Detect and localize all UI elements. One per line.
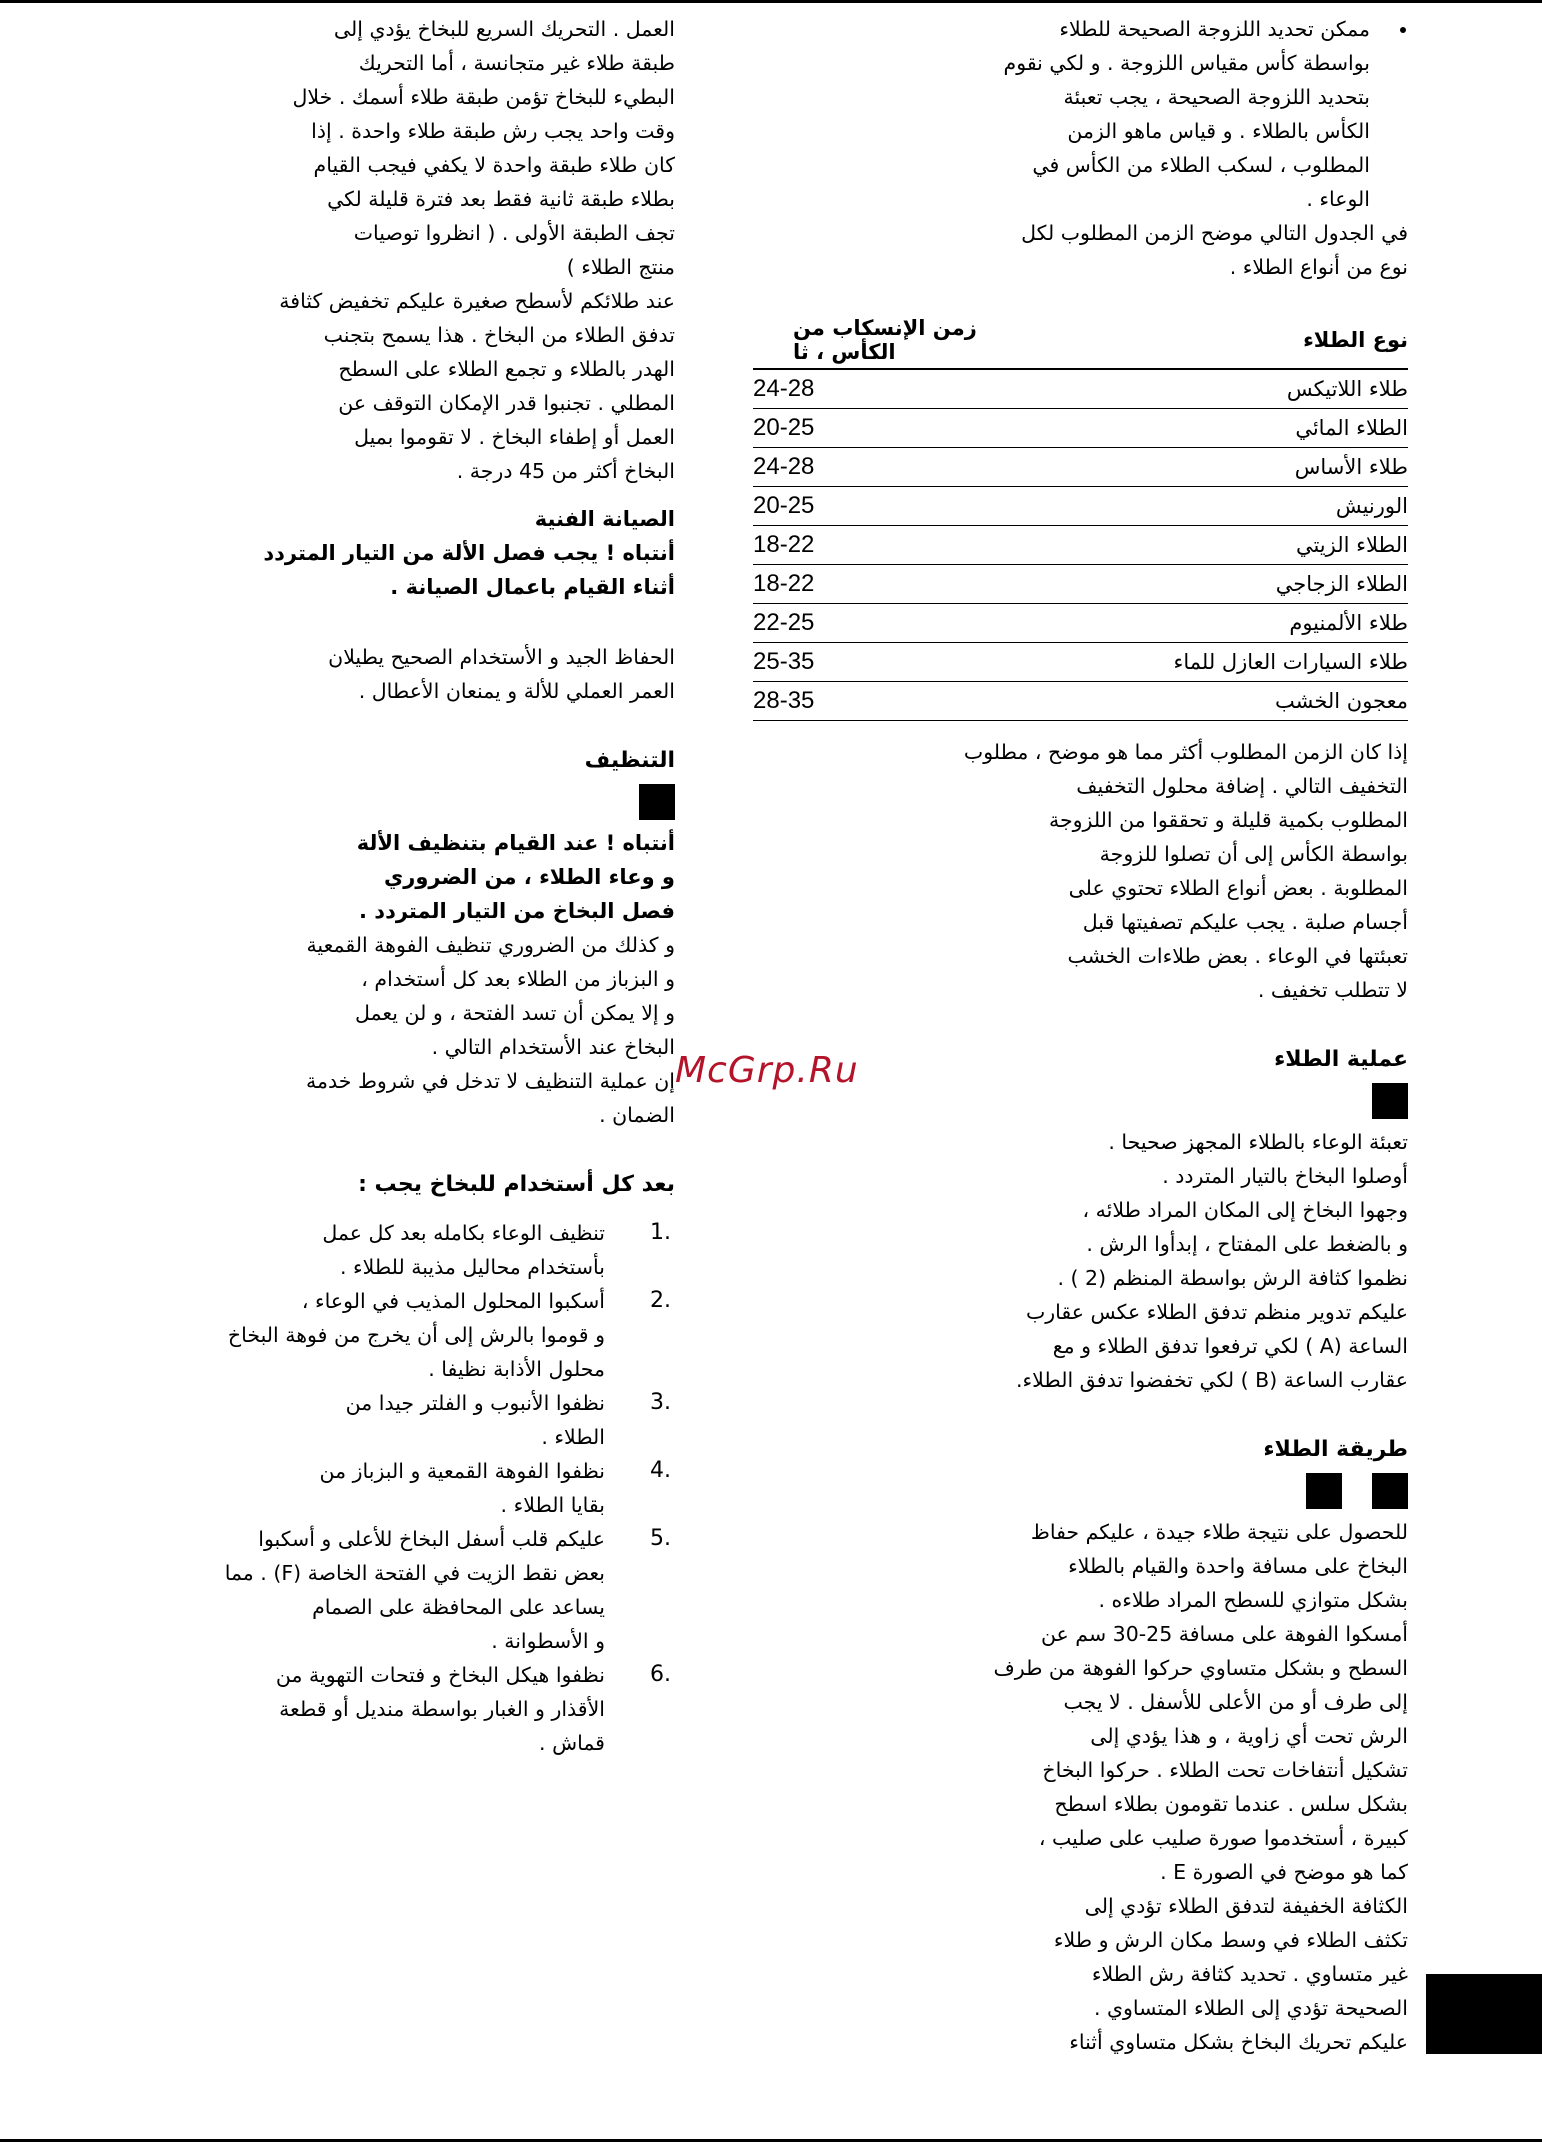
paint-type-cell: الطلاء الزيتي <box>1015 526 1408 565</box>
intro-text: ممكن تحديد اللزوجة الصحيحة للطلاء بواسطة كأس مقياس اللزوجة . و لكي نقوم بتحديد اللزوجة الصحيحة ، يجب تعبئة الكأس بالطلاء . و قياس ماهو الزمن المطلوب ، لسكب الطلاء من الكأس في الوعاء . <box>1003 17 1370 211</box>
paint-type-cell: الطلاء المائي <box>1015 409 1408 448</box>
cleaning-text: و كذلك من الضروري تنظيف الفوهة القمعية و البزباز من الطلاء بعد كل أستخدام ، و إلا يمكن أن تسد الفتحة ، و لن يعمل البخاخ عند الأستخدام التالي . إن عملية التنظيف لا تدخل في شروط خدمة الضمان . <box>306 933 675 1127</box>
pour-time-cell: 25-35 <box>753 643 1015 682</box>
list-item <box>180 1658 675 1760</box>
table-row <box>753 565 1408 604</box>
painting-process-text: تعبئة الوعاء بالطلاء المجهز صحيحا . أوصلوا البخاخ بالتيار المتردد . وجهوا البخاخ إلى المكان المراد طلائه ، و بالضغط على المفتاح ، إبدأوا الرش . نظموا كثافة الرش بواسطة المنظم (2 ) . عليكم تدوير منظم تدفق الطلاء عكس عقارب الساعة (A ) لكي ترفعوا تدفق الطلاء و مع عقارب الساعة (B ) لكي تخفضوا تدفق الطلاء. <box>1016 1130 1408 1392</box>
table-row <box>753 604 1408 643</box>
step-text: عليكم قلب أسفل البخاخ للأعلى و أسكبوا بعض نقط الزيت في الفتحة الخاصة (F) . مما يساعد على المحافظة على الصمام و الأسطوانة . <box>224 1527 605 1653</box>
table-row <box>753 487 1408 526</box>
paint-type-cell: طلاء اللاتيكس <box>1015 369 1408 409</box>
continuation-text: العمل . التحريك السريع للبخاخ يؤدي إلى طبقة طلاء غير متجانسة ، أما التحريك البطيء للبخاخ تؤمن طبقة طلاء أسمك . خلال وقت واحد يجب رش طبقة طلاء واحدة . إذا كان طلاء طبقة واحدة لا يكفي فيجب القيام بطلاء طبقة ثانية فقط بعد فترة قليلة لكي تجف الطبقة الأولى . ( انظروا توصيات منتج الطلاء ) عند طلائكم لأسطح صغيرة عليكم تخفيض كثافة تدفق الطلاء من البخاخ . هذا يسمح بتجنب الهدر بالطلاء و تجمع الطلاء على السطح المطلي . تجنبوا قدر الإمكان التوقف عن العمل أو إطفاء البخاخ . لا تقوموا بميل البخاخ أكثر من 45 درجة . <box>279 17 675 483</box>
left-column <box>180 12 675 1760</box>
cleaning-heading: التنظيف <box>584 748 675 773</box>
table-row <box>753 643 1408 682</box>
step-text: نظفوا هيكل البخاخ و فتحات التهوية من الأقذار و الغبار بواسطة منديل أو قطعة قماش . <box>275 1663 605 1755</box>
pour-time-cell: 24-28 <box>753 369 1015 409</box>
figure-marker-row <box>180 784 675 824</box>
pour-time-cell: 24-28 <box>753 448 1015 487</box>
painting-method-heading: طريقة الطلاء <box>1263 1437 1408 1462</box>
intro-bullet <box>748 12 1408 216</box>
paint-type-cell: طلاء السيارات العازل للماء <box>1015 643 1408 682</box>
step-number: 1. <box>650 1220 671 1245</box>
painting-method-text: للحصول على نتيجة طلاء جيدة ، عليكم حفاظ البخاخ على مسافة واحدة والقيام بالطلاء بشكل متوازي للسطح المراد طلاءه . أمسكوا الفوهة على مسافة 25-30 سم عن السطح و بشكل متساوي حركوا الفوهة من طرف إلى طرف أو من الأعلى للأسفل . لا يجب الرش تحت أي زاوية ، و هذا يؤدي إلى تشكيل أنتفاخات تحت الطلاء . حركوا البخاخ بشكل سلس . عندما تقومون بطلاء اسطح كبيرة ، أستخدموا صورة صليب على صليب ، كما هو موضح في الصورة E . الكثافة الخفيفة لتدفق الطلاء تؤدي إلى تكثف الطلاء في وسط مكان الرش و طلاء غير متساوي . تحديد كثافة رش الطلاء الصحيحة تؤدي إلى الطلاء المتساوي . عليكم تحريك البخاخ بشكل متساوي أثناء <box>993 1520 1408 2054</box>
watermark: McGrp.Ru <box>675 1050 859 1091</box>
figure-marker-icon <box>1372 1083 1408 1119</box>
pour-time-cell: 22-25 <box>753 604 1015 643</box>
list-item <box>180 1284 675 1386</box>
figure-marker-row <box>748 1473 1408 1513</box>
list-item <box>180 1386 675 1454</box>
col-header-type: نوع الطلاء <box>1015 316 1408 369</box>
bullet-icon <box>1400 27 1406 33</box>
figure-marker-icon <box>639 784 675 820</box>
pour-time-cell: 20-25 <box>753 487 1015 526</box>
table-header-row <box>753 316 1408 369</box>
step-text: نظفوا الفوهة القمعية و البزباز من بقايا الطلاء . <box>319 1459 605 1517</box>
step-number: 6. <box>650 1662 671 1687</box>
maintenance-text: الحفاظ الجيد و الأستخدام الصحيح يطيلان العمر العملي للألة و يمنعان الأعطال . <box>328 645 675 703</box>
step-number: 5. <box>650 1526 671 1551</box>
maintenance-warning: أنتباه ! يجب فصل الألة من التيار المتردد أثناء القيام باعمال الصيانة . <box>263 541 675 599</box>
maintenance-heading: الصيانة الفنية <box>534 507 675 531</box>
bottom-rule <box>0 2139 1542 2142</box>
col-header-time: زمن الإنسكاب من الكأس ، ثا <box>753 316 1015 369</box>
pour-time-cell: 18-22 <box>753 526 1015 565</box>
painting-process-heading: عملية الطلاء <box>1274 1047 1408 1072</box>
table-row <box>753 409 1408 448</box>
paint-type-cell: الطلاء الزجاجي <box>1015 565 1408 604</box>
top-rule <box>0 0 1542 3</box>
paint-type-cell: طلاء الأساس <box>1015 448 1408 487</box>
list-item <box>180 1522 675 1658</box>
step-text: أسكبوا المحلول المذيب في الوعاء ، و قوموا بالرش إلى أن يخرج من فوهة البخاخ محلول الأذابة نظيفا . <box>227 1289 605 1381</box>
after-use-list <box>180 1216 675 1760</box>
paint-type-cell: طلاء الألمنيوم <box>1015 604 1408 643</box>
table-row <box>753 682 1408 721</box>
after-table-text: إذا كان الزمن المطلوب أكثر مما هو موضح ، مطلوب التخفيف التالي . إضافة محلول التخفيف المطلوب بكمية قليلة و تحققوا من اللزوجة بواسطة الكأس إلى أن تصلوا للزوجة المطلوبة . بعض أنواع الطلاء تحتوي على أجسام صلبة . يجب عليكم تصفيتها قبل تعبئتها في الوعاء . بعض طلاءات الخشب لا تتطلب تخفيف . <box>963 740 1408 1002</box>
step-number: 3. <box>650 1390 671 1415</box>
figure-marker-icon <box>1372 1473 1408 1509</box>
paint-type-cell: معجون الخشب <box>1015 682 1408 721</box>
right-column <box>748 12 1408 2059</box>
list-item <box>180 1454 675 1522</box>
table-row <box>753 369 1408 409</box>
list-item <box>180 1216 675 1284</box>
page-tab-marker <box>1426 1974 1542 2054</box>
table-row <box>753 526 1408 565</box>
step-number: 4. <box>650 1458 671 1483</box>
figure-marker-icon <box>1306 1473 1342 1509</box>
cleaning-warning: أنتباه ! عند القيام بتنظيف الألة و وعاء الطلاء ، من الضروري فصل البخاخ من التيار المتردد . <box>356 831 675 923</box>
paint-viscosity-table <box>753 316 1408 721</box>
step-text: نظفوا الأنبوب و الفلتر جيدا من الطلاء . <box>345 1391 605 1449</box>
step-number: 2. <box>650 1288 671 1313</box>
step-text: تنظيف الوعاء بكامله بعد كل عمل بأستخدام محاليل مذيبة للطلاء . <box>322 1221 605 1279</box>
paint-type-cell: الورنيش <box>1015 487 1408 526</box>
pour-time-cell: 20-25 <box>753 409 1015 448</box>
after-use-heading: بعد كل أستخدام للبخاخ يجب : <box>358 1172 675 1197</box>
pour-time-cell: 18-22 <box>753 565 1015 604</box>
table-row <box>753 448 1408 487</box>
table-intro: في الجدول التالي موضح الزمن المطلوب لكل نوع من أنواع الطلاء . <box>1021 221 1408 279</box>
pour-time-cell: 28-35 <box>753 682 1015 721</box>
